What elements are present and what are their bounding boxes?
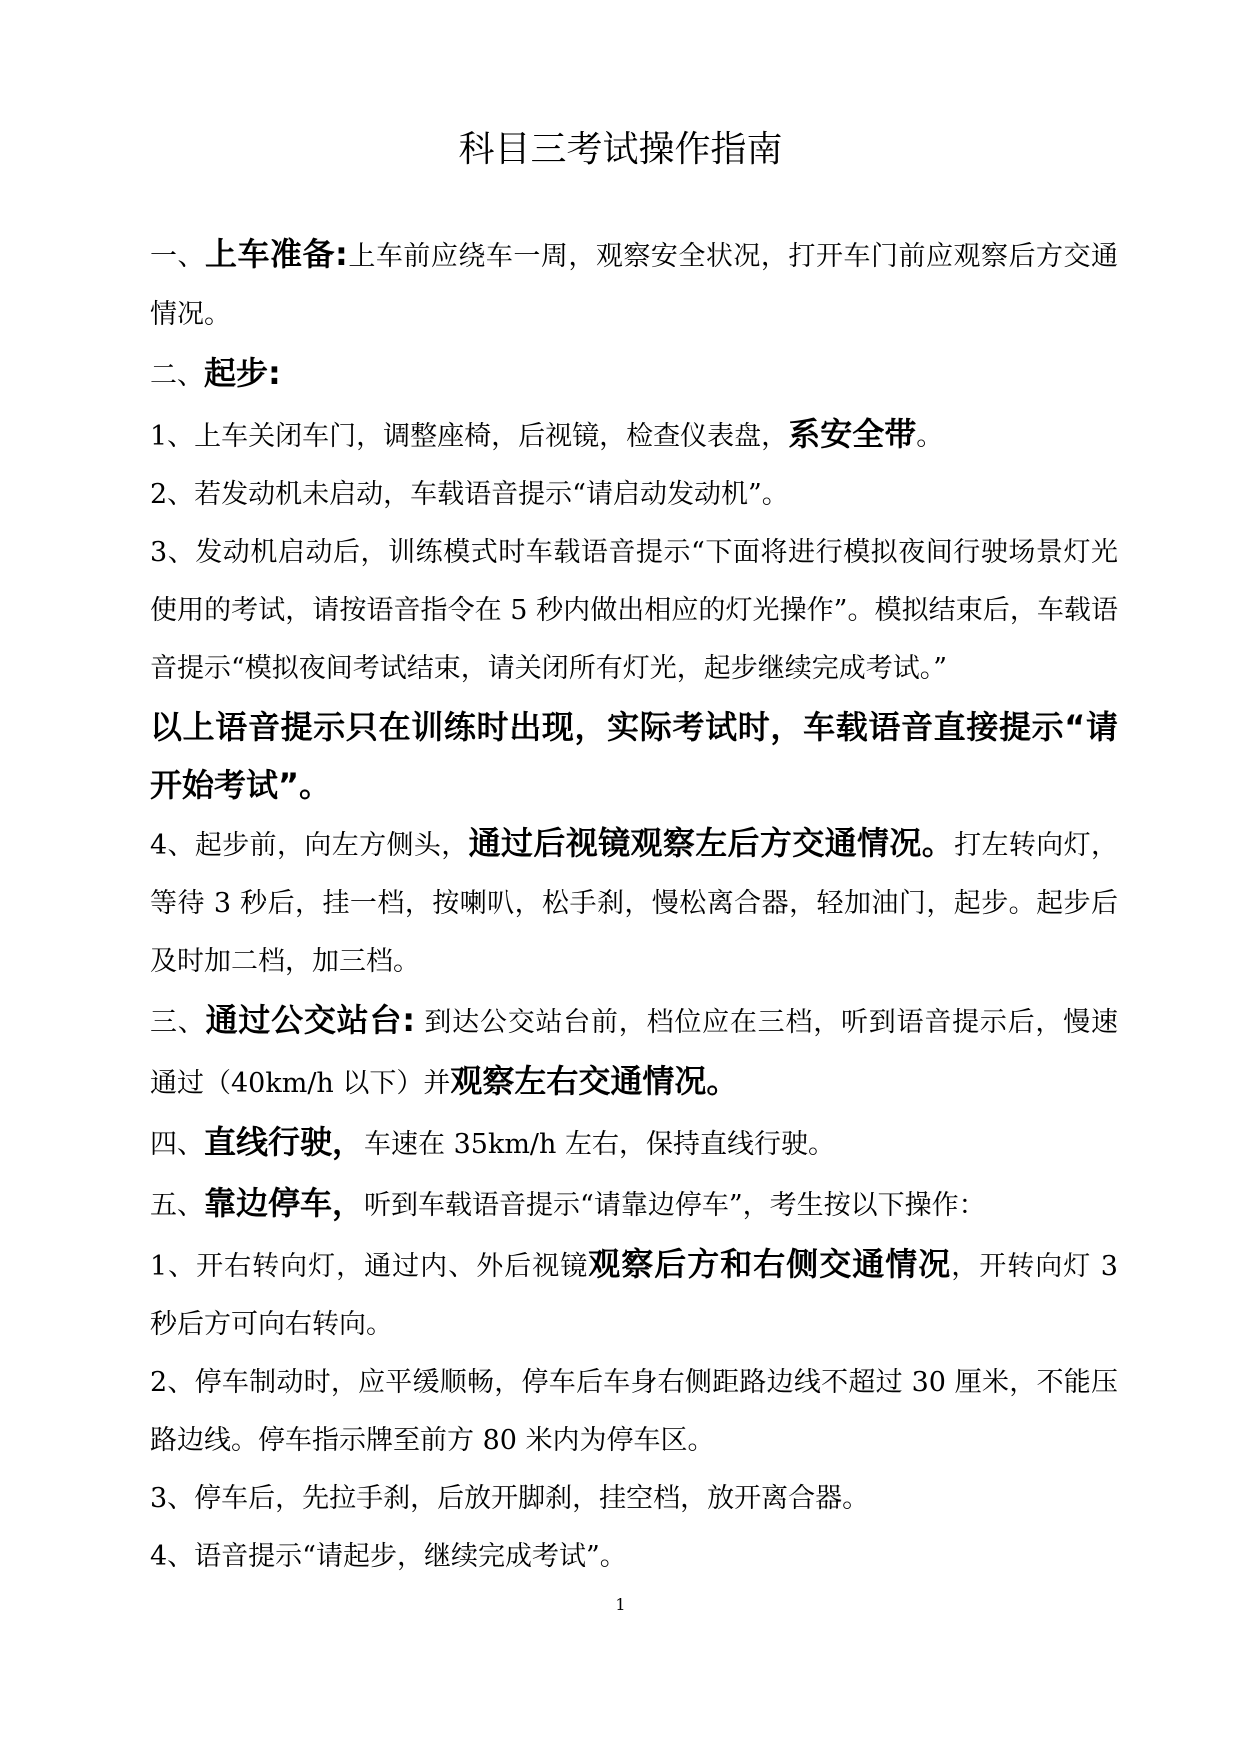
section-heading: 起步: — [204, 354, 281, 392]
section-heading: 通过公交站台: — [205, 1001, 416, 1039]
item-text: 1、开右转向灯，通过内、外后视镜 — [150, 1251, 589, 1282]
item-text: 4、起步前，向左方侧头， — [150, 830, 469, 861]
emphasis-note: 以上语音提示只在训练时出现，实际考试时，车载语音直接提示“请开始考试”。 — [150, 708, 1118, 804]
item-text: 1、上车关闭车门，调整座椅，后视镜，检查仪表盘， — [150, 421, 789, 452]
section-heading: 直线行驶， — [204, 1123, 365, 1161]
section-1 — [150, 225, 1118, 344]
item-text: 。 — [916, 421, 944, 452]
section-3 — [150, 991, 1118, 1113]
list-item: 4、语音提示“请起步，继续完成考试”。 — [150, 1541, 627, 1572]
section-heading: 上车准备: — [205, 235, 348, 273]
page-number: 1 — [615, 1595, 626, 1614]
item-text: 打左转向灯，等待 3 秒后，挂一档，按喇叭，松手刹，慢松离合器，轻加油门，起步。起步后及时加二档，加三档。 — [150, 830, 1118, 977]
section-number: 二、 — [150, 360, 204, 391]
page-title: 科目三考试操作指南 — [458, 129, 783, 170]
section-number: 三、 — [150, 1007, 206, 1038]
item-emphasis: 系安全带 — [788, 415, 917, 453]
section-heading: 靠边停车， — [204, 1184, 365, 1222]
section-number: 四、 — [150, 1129, 204, 1160]
section-emphasis: 观察左右交通情况。 — [450, 1062, 739, 1100]
section-number: 一、 — [150, 241, 206, 272]
section-text: 听到车载语音提示“请靠边停车”，考生按以下操作： — [364, 1190, 986, 1221]
list-item: 3、停车后，先拉手刹，后放开脚刹，挂空档，放开离合器。 — [150, 1483, 870, 1514]
item-emphasis: 观察后方和右侧交通情况 — [588, 1245, 952, 1283]
section-text: 车速在 35km/h 左右，保持直线行驶。 — [364, 1129, 835, 1160]
list-item — [150, 1235, 1118, 1354]
list-item: 2、停车制动时，应平缓顺畅，停车后车身右侧距路边线不超过 30 厘米，不能压路边线。停车指示牌至前方 80 米内为停车区。 — [150, 1367, 1118, 1456]
section-text: 上车前应绕车一周，观察安全状况，打开车门前应观察后方交通情况。 — [150, 241, 1118, 330]
section-text: 到达公交站台前，档位应在三档，听到语音提示后，慢速通过（40km/h 以下）并 — [150, 1007, 1118, 1099]
document-body — [150, 225, 1118, 1586]
list-item: 3、发动机启动后，训练模式时车载语音提示“下面将进行模拟夜间行驶场景灯光使用的考试，请按语音指令在 5 秒内做出相应的灯光操作”。模拟结束后，车载语音提示“模拟夜间考试结束，请关闭所有灯光，起步继续完成考试。” — [150, 537, 1118, 684]
item-text: ，开转向灯 3 秒后方可向右转向。 — [150, 1251, 1118, 1340]
item-emphasis: 通过后视镜观察左后方交通情况。 — [468, 824, 955, 862]
section-2 — [150, 344, 1118, 405]
list-item: 2、若发动机未启动，车载语音提示“请启动发动机”。 — [150, 479, 789, 510]
section-number: 五、 — [150, 1190, 204, 1221]
section-4 — [150, 1113, 1118, 1174]
list-item — [150, 405, 1118, 466]
list-item — [150, 814, 1118, 991]
section-5 — [150, 1174, 1118, 1235]
